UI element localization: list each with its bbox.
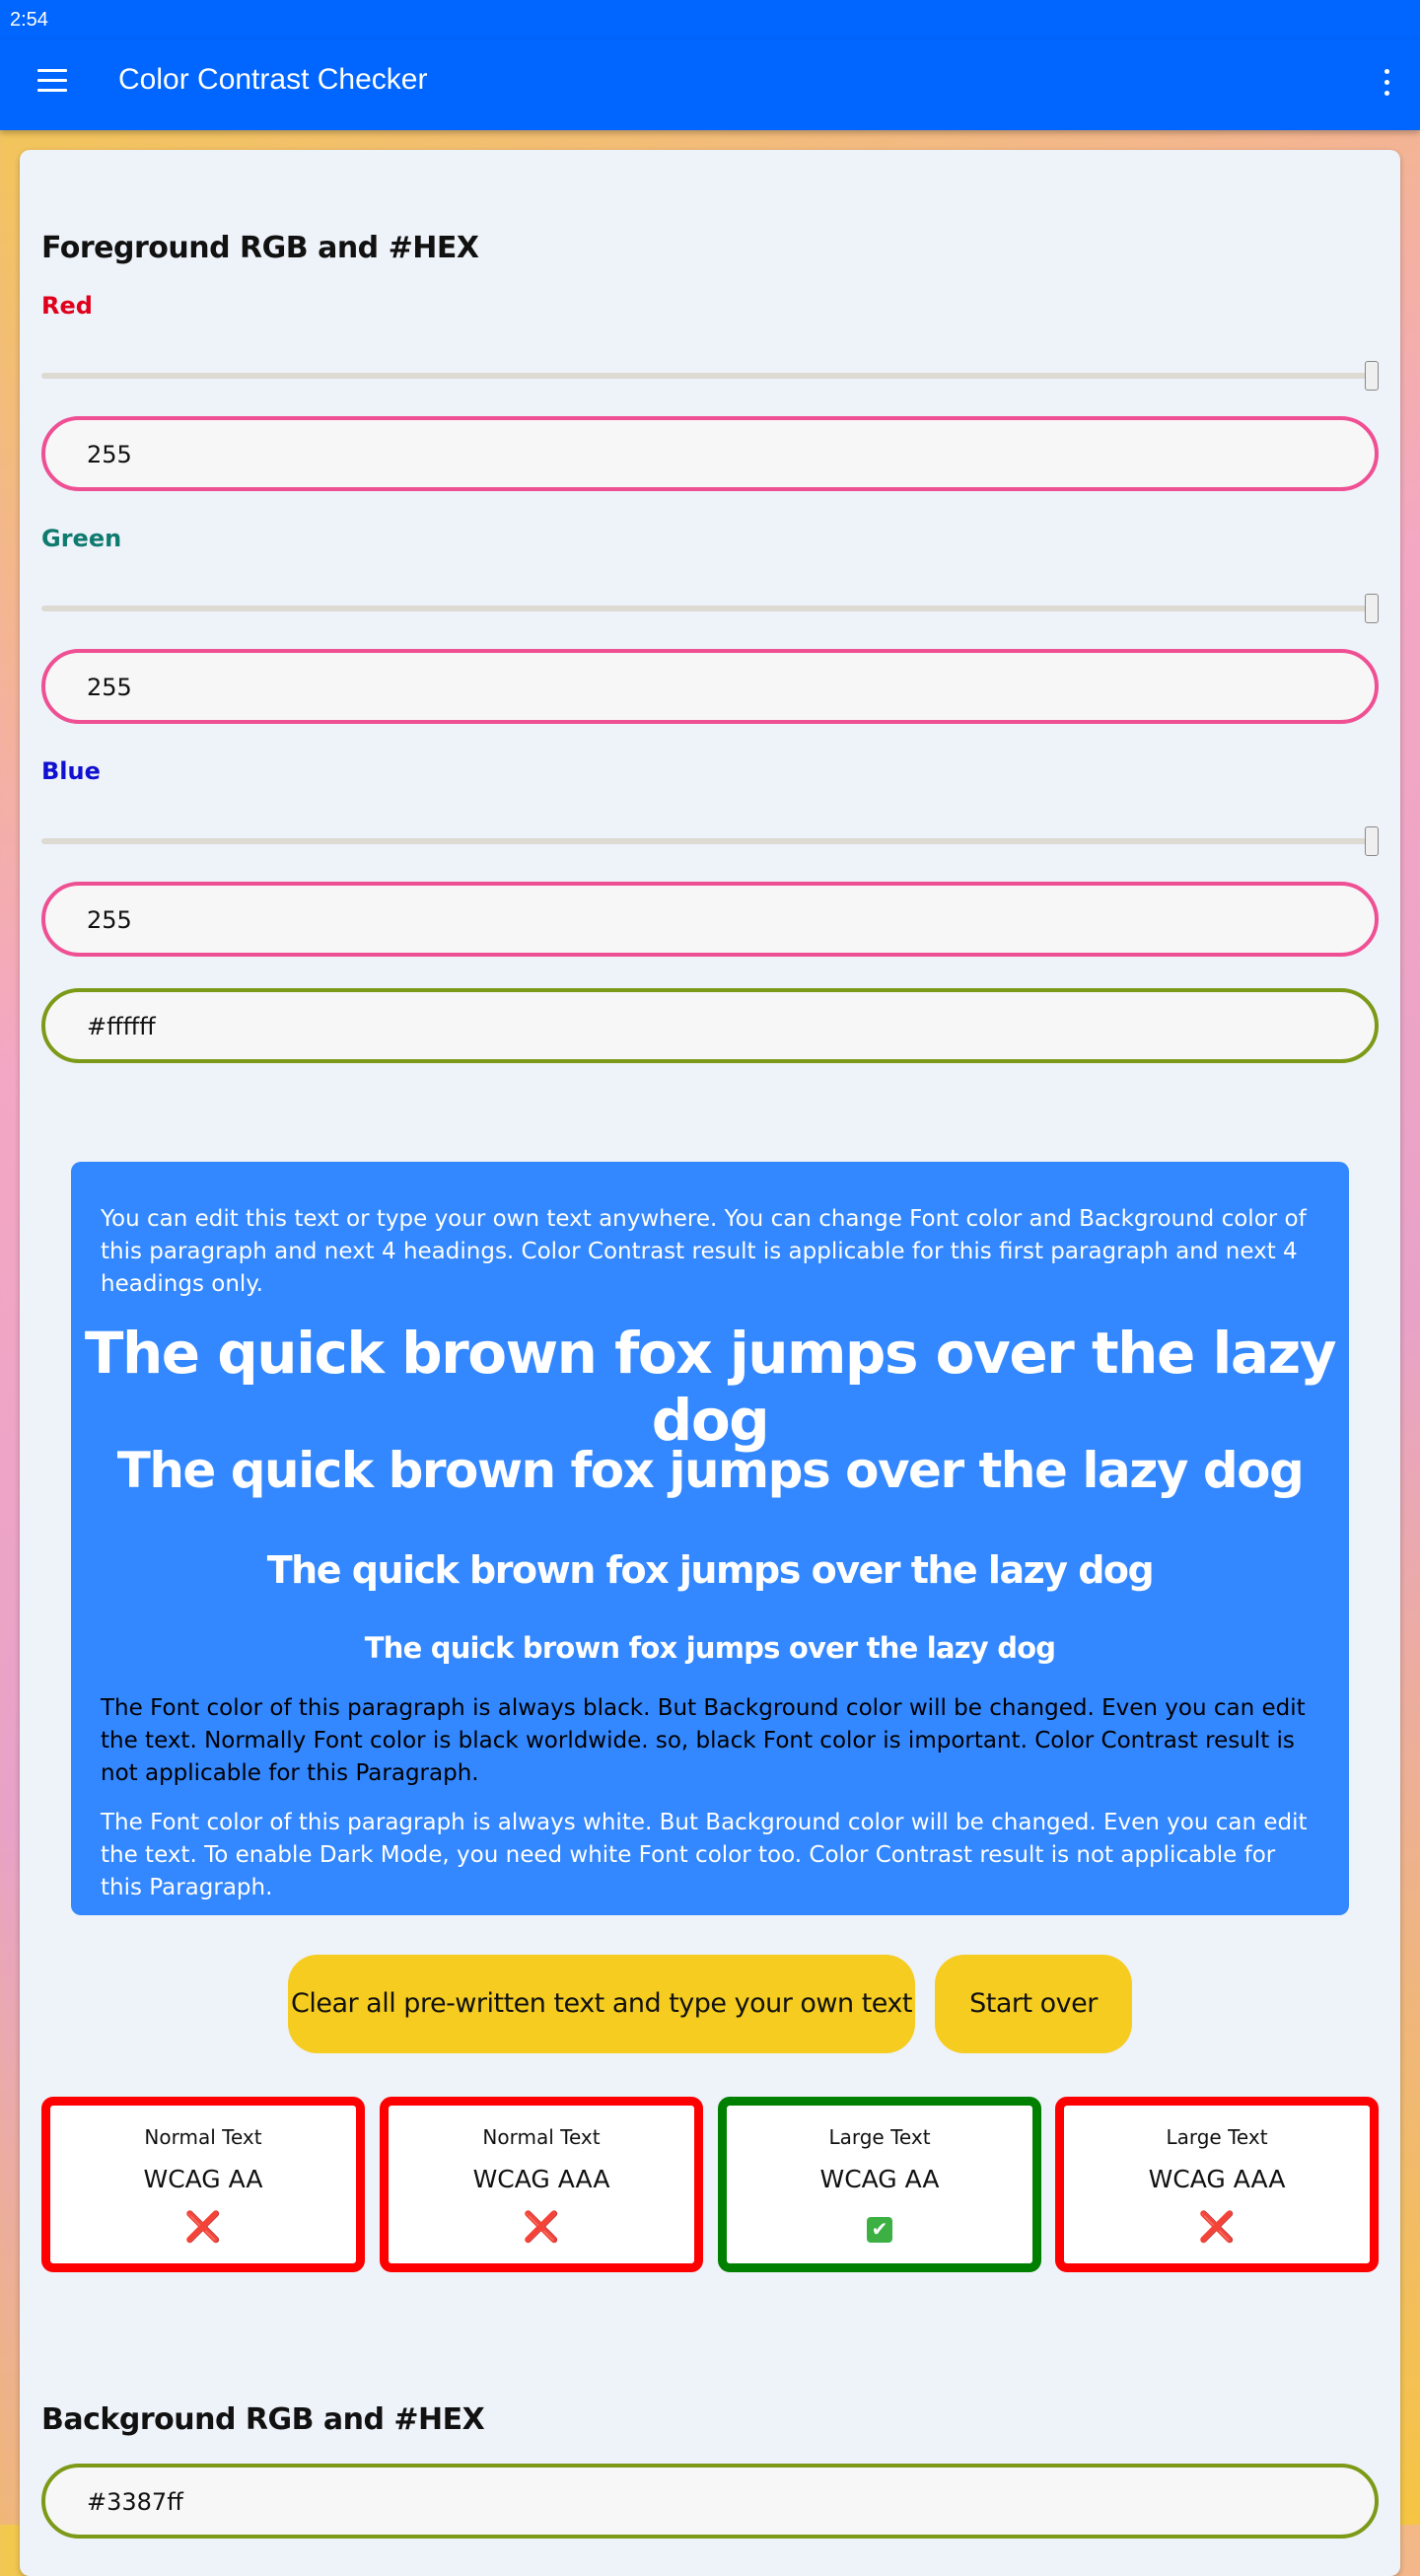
result-large-aaa [1055, 2097, 1379, 2272]
background-hex-input[interactable]: #3387ff [41, 2464, 1379, 2539]
foreground-section-title: Foreground RGB and #HEX [41, 231, 479, 265]
result-level: WCAG AA [819, 2165, 940, 2193]
red-value-input[interactable]: 255 [41, 416, 1379, 491]
app-bar [0, 39, 1420, 130]
green-value-input[interactable]: 255 [41, 649, 1379, 724]
result-level: WCAG AAA [1148, 2165, 1286, 2193]
result-level: WCAG AA [143, 2165, 263, 2193]
fail-cross-icon: ❌ [1198, 2211, 1236, 2244]
blue-value-input[interactable]: 255 [41, 882, 1379, 957]
red-slider[interactable] [41, 361, 1379, 391]
result-kind: Large Text [828, 2125, 931, 2149]
heading-2[interactable]: The quick brown fox jumps over the lazy dog [116, 1442, 1304, 1499]
heading-1[interactable]: The quick brown fox jumps over the lazy dog [84, 1320, 1336, 1454]
status-bar [0, 0, 1420, 39]
more-vert-icon[interactable] [1383, 69, 1390, 97]
status-time: 2:54 [10, 9, 48, 31]
result-kind: Normal Text [482, 2125, 601, 2149]
blue-label: Blue [41, 757, 101, 785]
result-level: WCAG AAA [472, 2165, 610, 2193]
result-large-aa [718, 2097, 1041, 2272]
foreground-hex-input[interactable]: #ffffff [41, 988, 1379, 1063]
start-over-button[interactable]: Start over [935, 1955, 1132, 2053]
app-title: Color Contrast Checker [118, 63, 428, 96]
blue-slider-thumb[interactable] [1365, 826, 1379, 856]
result-kind: Normal Text [144, 2125, 262, 2149]
fail-cross-icon: ❌ [523, 2211, 560, 2244]
black-paragraph[interactable]: The Font color of this paragraph is always black. But Background color will be changed. Even you can edit the text. Normally Font color is black worldwide. so, black Font color is important. Color Contrast result is not applicable for this Paragraph. [101, 1695, 1306, 1786]
heading-4[interactable]: The quick brown fox jumps over the lazy dog [364, 1631, 1056, 1665]
background-section-title: Background RGB and #HEX [41, 2402, 485, 2437]
red-slider-thumb[interactable] [1365, 361, 1379, 391]
intro-paragraph[interactable]: You can edit this text or type your own text anywhere. You can change Font color and Background color of this paragraph and next 4 headings. Color Contrast result is applicable for this first paragraph and next 4 headings only. [101, 1206, 1307, 1297]
heading-3[interactable]: The quick brown fox jumps over the lazy dog [266, 1548, 1154, 1592]
green-slider[interactable] [41, 594, 1379, 623]
contrast-preview-box [71, 1162, 1349, 1915]
green-label: Green [41, 525, 122, 552]
blue-slider[interactable] [41, 826, 1379, 856]
clear-text-button[interactable]: Clear all pre-written text and type your own text [288, 1955, 915, 2053]
pass-check-icon: ✔ [867, 2217, 892, 2243]
green-slider-thumb[interactable] [1365, 594, 1379, 623]
white-paragraph[interactable]: The Font color of this paragraph is always white. But Background color will be changed. Even you can edit the text. To enable Dark Mode, you need white Font color too. Color Contrast result is not applicable for this Paragraph. [101, 1810, 1308, 1900]
result-normal-aaa [380, 2097, 703, 2272]
fail-cross-icon: ❌ [184, 2211, 222, 2244]
hamburger-menu-icon[interactable] [37, 69, 67, 95]
result-kind: Large Text [1166, 2125, 1268, 2149]
result-normal-aa [41, 2097, 365, 2272]
red-label: Red [41, 292, 93, 320]
